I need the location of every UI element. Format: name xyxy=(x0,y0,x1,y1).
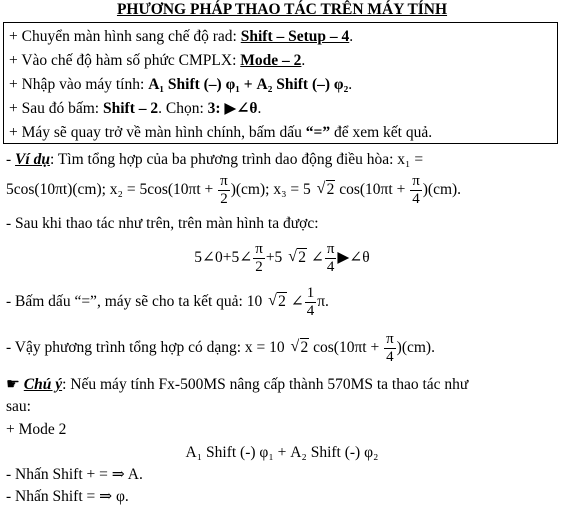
punct: . xyxy=(348,76,353,93)
denominator: 4 xyxy=(326,258,335,275)
note-text: : Nếu máy tính Fx-500MS nâng cấp thành 570MS ta thao tác như xyxy=(62,376,469,393)
step-text: để xem kết quả. xyxy=(330,124,433,141)
expr-text: 5∠0+5∠ xyxy=(194,249,253,266)
key-sequence-line: A₁ Shift (-) φ₁ + A₂ Shift (-) φ₂ xyxy=(185,444,379,461)
key-sequence: Shift – 2 xyxy=(102,100,159,117)
numerator: 1 xyxy=(306,284,315,301)
expr-text: ▶∠θ xyxy=(337,249,370,266)
note-continuation: sau: xyxy=(6,398,31,415)
numerator: π xyxy=(386,330,394,347)
denominator: 4 xyxy=(386,348,394,365)
result-text: - Bấm dấu “=”, máy sẽ cho ta kết quả: 10 xyxy=(6,293,267,310)
square-root xyxy=(291,330,310,366)
fraction xyxy=(305,285,317,320)
press-equal-result xyxy=(6,284,329,320)
after-input-text: - Sau khi thao tác như trên, trên màn hình ta được: xyxy=(6,215,319,232)
fraction xyxy=(325,241,337,276)
expr-text: +5 xyxy=(265,249,287,266)
dash: - xyxy=(6,151,16,168)
mode-step: + Mode 2 xyxy=(6,421,67,438)
eq-text: cos(10πt + xyxy=(335,181,410,198)
final-equation xyxy=(6,330,435,366)
denominator: 4 xyxy=(306,302,315,319)
numerator: π xyxy=(220,172,228,189)
result-text: π. xyxy=(317,293,329,310)
expr-text: ∠ xyxy=(306,249,324,266)
denominator: 4 xyxy=(412,190,420,207)
numerator: π xyxy=(412,172,420,189)
step-result xyxy=(9,124,432,142)
numerator: π xyxy=(255,240,263,257)
radicand: 2 xyxy=(298,249,306,266)
step-text: + Máy sẽ quay trở về màn hình chính, bấm dấu xyxy=(9,124,306,141)
radical-sign: √ xyxy=(268,292,277,309)
screen-expression xyxy=(0,240,564,276)
step-text: + Vào chế độ hàm số phức CMPLX: xyxy=(9,52,241,69)
step-cmplx-mode xyxy=(9,52,305,70)
step-text: + Chuyển màn hình sang chế độ rad: xyxy=(9,28,241,45)
step-text: . Chọn: xyxy=(158,100,208,117)
radical-sign: √ xyxy=(290,338,300,355)
pointing-hand-icon: ☛ xyxy=(6,376,20,393)
radicand: 2 xyxy=(326,181,335,198)
key-sequence: A₁ Shift (–) φ₁ + A₂ Shift (–) φ₂ xyxy=(148,76,349,93)
result-text: ∠ xyxy=(286,293,304,310)
radicand: 2 xyxy=(278,293,286,310)
press-shift-amplitude: - Nhấn Shift + = ⇒ A. xyxy=(6,466,143,483)
example-text: : Tìm tổng hợp của ba phương trình dao động điều hòa: x₁ = xyxy=(49,151,424,168)
page-title: PHƯƠNG PHÁP THAO TÁC TRÊN MÁY TÍNH xyxy=(116,1,448,18)
eq-text: )(cm). xyxy=(422,181,462,198)
note-label: Chú ý xyxy=(23,376,63,393)
radical-sign: √ xyxy=(288,248,297,265)
square-root xyxy=(268,284,287,320)
eq-text: )(cm). xyxy=(396,339,435,356)
denominator: 2 xyxy=(255,258,263,275)
step-convert xyxy=(9,100,261,118)
example-intro xyxy=(6,151,423,169)
eq-text: )(cm); x₃ = 5 xyxy=(230,181,315,198)
fraction xyxy=(410,173,422,208)
step-text: + Nhập vào máy tính: xyxy=(9,76,149,93)
key-sequence: Mode – 2 xyxy=(240,52,302,69)
punct: . xyxy=(349,28,354,45)
punct: . xyxy=(301,52,306,69)
key-sequence: “=” xyxy=(305,124,331,141)
fraction xyxy=(253,241,265,276)
example-equations xyxy=(6,172,461,208)
example-label: Ví dụ xyxy=(15,151,50,168)
square-root xyxy=(317,172,336,208)
eq-text: - Vậy phương trình tổng hợp có dạng: x = 10 xyxy=(6,339,289,356)
square-root xyxy=(288,240,307,276)
step-rad-mode xyxy=(9,28,353,46)
fraction xyxy=(218,173,230,208)
numerator: π xyxy=(326,240,335,257)
fraction xyxy=(384,331,396,366)
note-line xyxy=(6,376,468,394)
eq-text: cos(10πt + xyxy=(309,339,384,356)
key-sequence: 3: ▶∠θ xyxy=(207,100,258,117)
step-text: + Sau đó bấm: xyxy=(9,100,103,117)
punct: . xyxy=(257,100,262,117)
radical-sign: √ xyxy=(316,180,326,197)
press-shift-phase: - Nhấn Shift = ⇒ φ. xyxy=(6,488,129,505)
radicand: 2 xyxy=(300,339,309,356)
step-input xyxy=(9,76,352,94)
key-sequence: Shift – Setup – 4 xyxy=(240,28,350,45)
eq-text: 5cos(10πt)(cm); x₂ = 5cos(10πt + xyxy=(6,181,218,198)
denominator: 2 xyxy=(220,190,228,207)
